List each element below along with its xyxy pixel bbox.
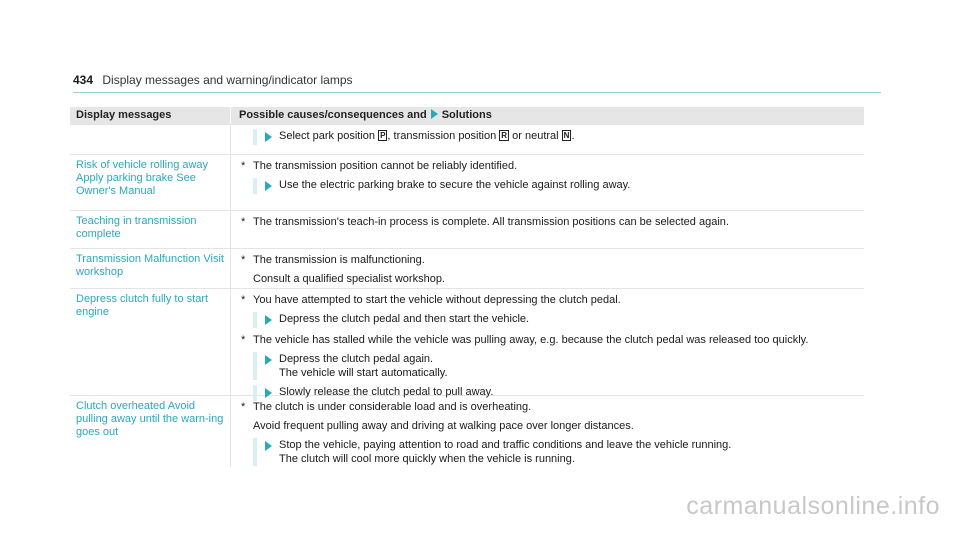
step: Stop the vehicle, paying attention to road and traffic conditions and leave the vehicle running. The clutch will cool more quickly when the vehicle is running. <box>253 438 858 466</box>
page-number: 434 <box>73 73 94 87</box>
arrow-icon <box>265 441 272 451</box>
page-header-title: Display messages and warning/indicator lamps <box>102 73 353 87</box>
page-header <box>73 72 881 93</box>
neutral-symbol-icon: N <box>563 131 570 140</box>
column-header-causes: Possible causes/consequences and Solutions <box>230 107 864 124</box>
message-cell: Risk of vehicle rolling away Apply parking brake See Owner's Manual <box>76 159 209 197</box>
step: Use the electric parking brake to secure the vehicle against rolling away. <box>253 178 858 194</box>
park-symbol-icon: P <box>380 131 386 140</box>
table-row <box>70 210 864 248</box>
bullet: * <box>241 216 246 228</box>
arrow-icon <box>265 181 272 191</box>
step: Select park position P , transmission position R or neutral N . <box>253 129 858 145</box>
solution-cell: * The transmission's teach-in process is complete. All transmission positions can be selected again. <box>230 211 864 248</box>
bullet: * <box>241 254 246 266</box>
reverse-symbol-icon: R <box>501 131 508 140</box>
arrow-icon <box>265 132 272 142</box>
bullet: * <box>241 294 246 306</box>
table-row <box>70 395 864 467</box>
solution-cell: * The transmission is malfunctioning. Consult a qualified specialist workshop. <box>230 249 864 288</box>
bullet: * <box>241 401 246 413</box>
step: Depress the clutch pedal and then start the vehicle. <box>253 312 858 328</box>
message-cell: Teaching in transmission complete <box>76 215 197 240</box>
solution-cell: * The transmission position cannot be reliably identified. Use the electric parking brake to secure the vehicle against rolling away. <box>230 155 864 210</box>
solution-cell: * You have attempted to start the vehicle without depressing the clutch pedal. Depress the clutch pedal and then start the vehicle. * The vehicle has stalled while the vehicle was pulling away, e.g. because the clutch pedal was released too quickly. Depress the clutch pedal again. The vehicle will start automatically. Slowly release the clutch pedal to pull away. <box>230 289 864 395</box>
arrow-icon <box>265 355 272 365</box>
step: Depress the clutch pedal again. The vehicle will start automatically. <box>253 352 858 380</box>
table-row <box>70 248 864 288</box>
message-cell: Clutch overheated Avoid pulling away until the warn-ing goes out <box>76 400 224 438</box>
arrow-icon <box>265 388 272 398</box>
column-header-messages: Display messages <box>76 109 172 121</box>
table-row <box>70 154 864 210</box>
table-row <box>70 124 864 154</box>
solution-cell: * The clutch is under considerable load and is overheating. Avoid frequent pulling away and driving at walking pace over longer distances. Stop the vehicle, paying attention to road and traffic conditions and leave the vehicle running. The clutch will cool more quickly when the vehicle is running. <box>230 396 864 467</box>
message-cell <box>70 125 230 154</box>
arrow-icon <box>431 109 438 119</box>
messages-table <box>70 107 864 467</box>
watermark: carmanualsonline.info <box>686 492 940 520</box>
step: Slowly release the clutch pedal to pull away. <box>253 385 858 401</box>
bullet: * <box>241 334 246 346</box>
message-cell: Transmission Malfunction Visit workshop <box>76 253 224 278</box>
table-row <box>70 288 864 398</box>
solution-cell <box>230 125 864 154</box>
arrow-icon <box>265 315 272 325</box>
message-cell: Depress clutch fully to start engine <box>76 293 209 318</box>
table-header <box>70 107 864 124</box>
bullet: * <box>241 160 246 172</box>
